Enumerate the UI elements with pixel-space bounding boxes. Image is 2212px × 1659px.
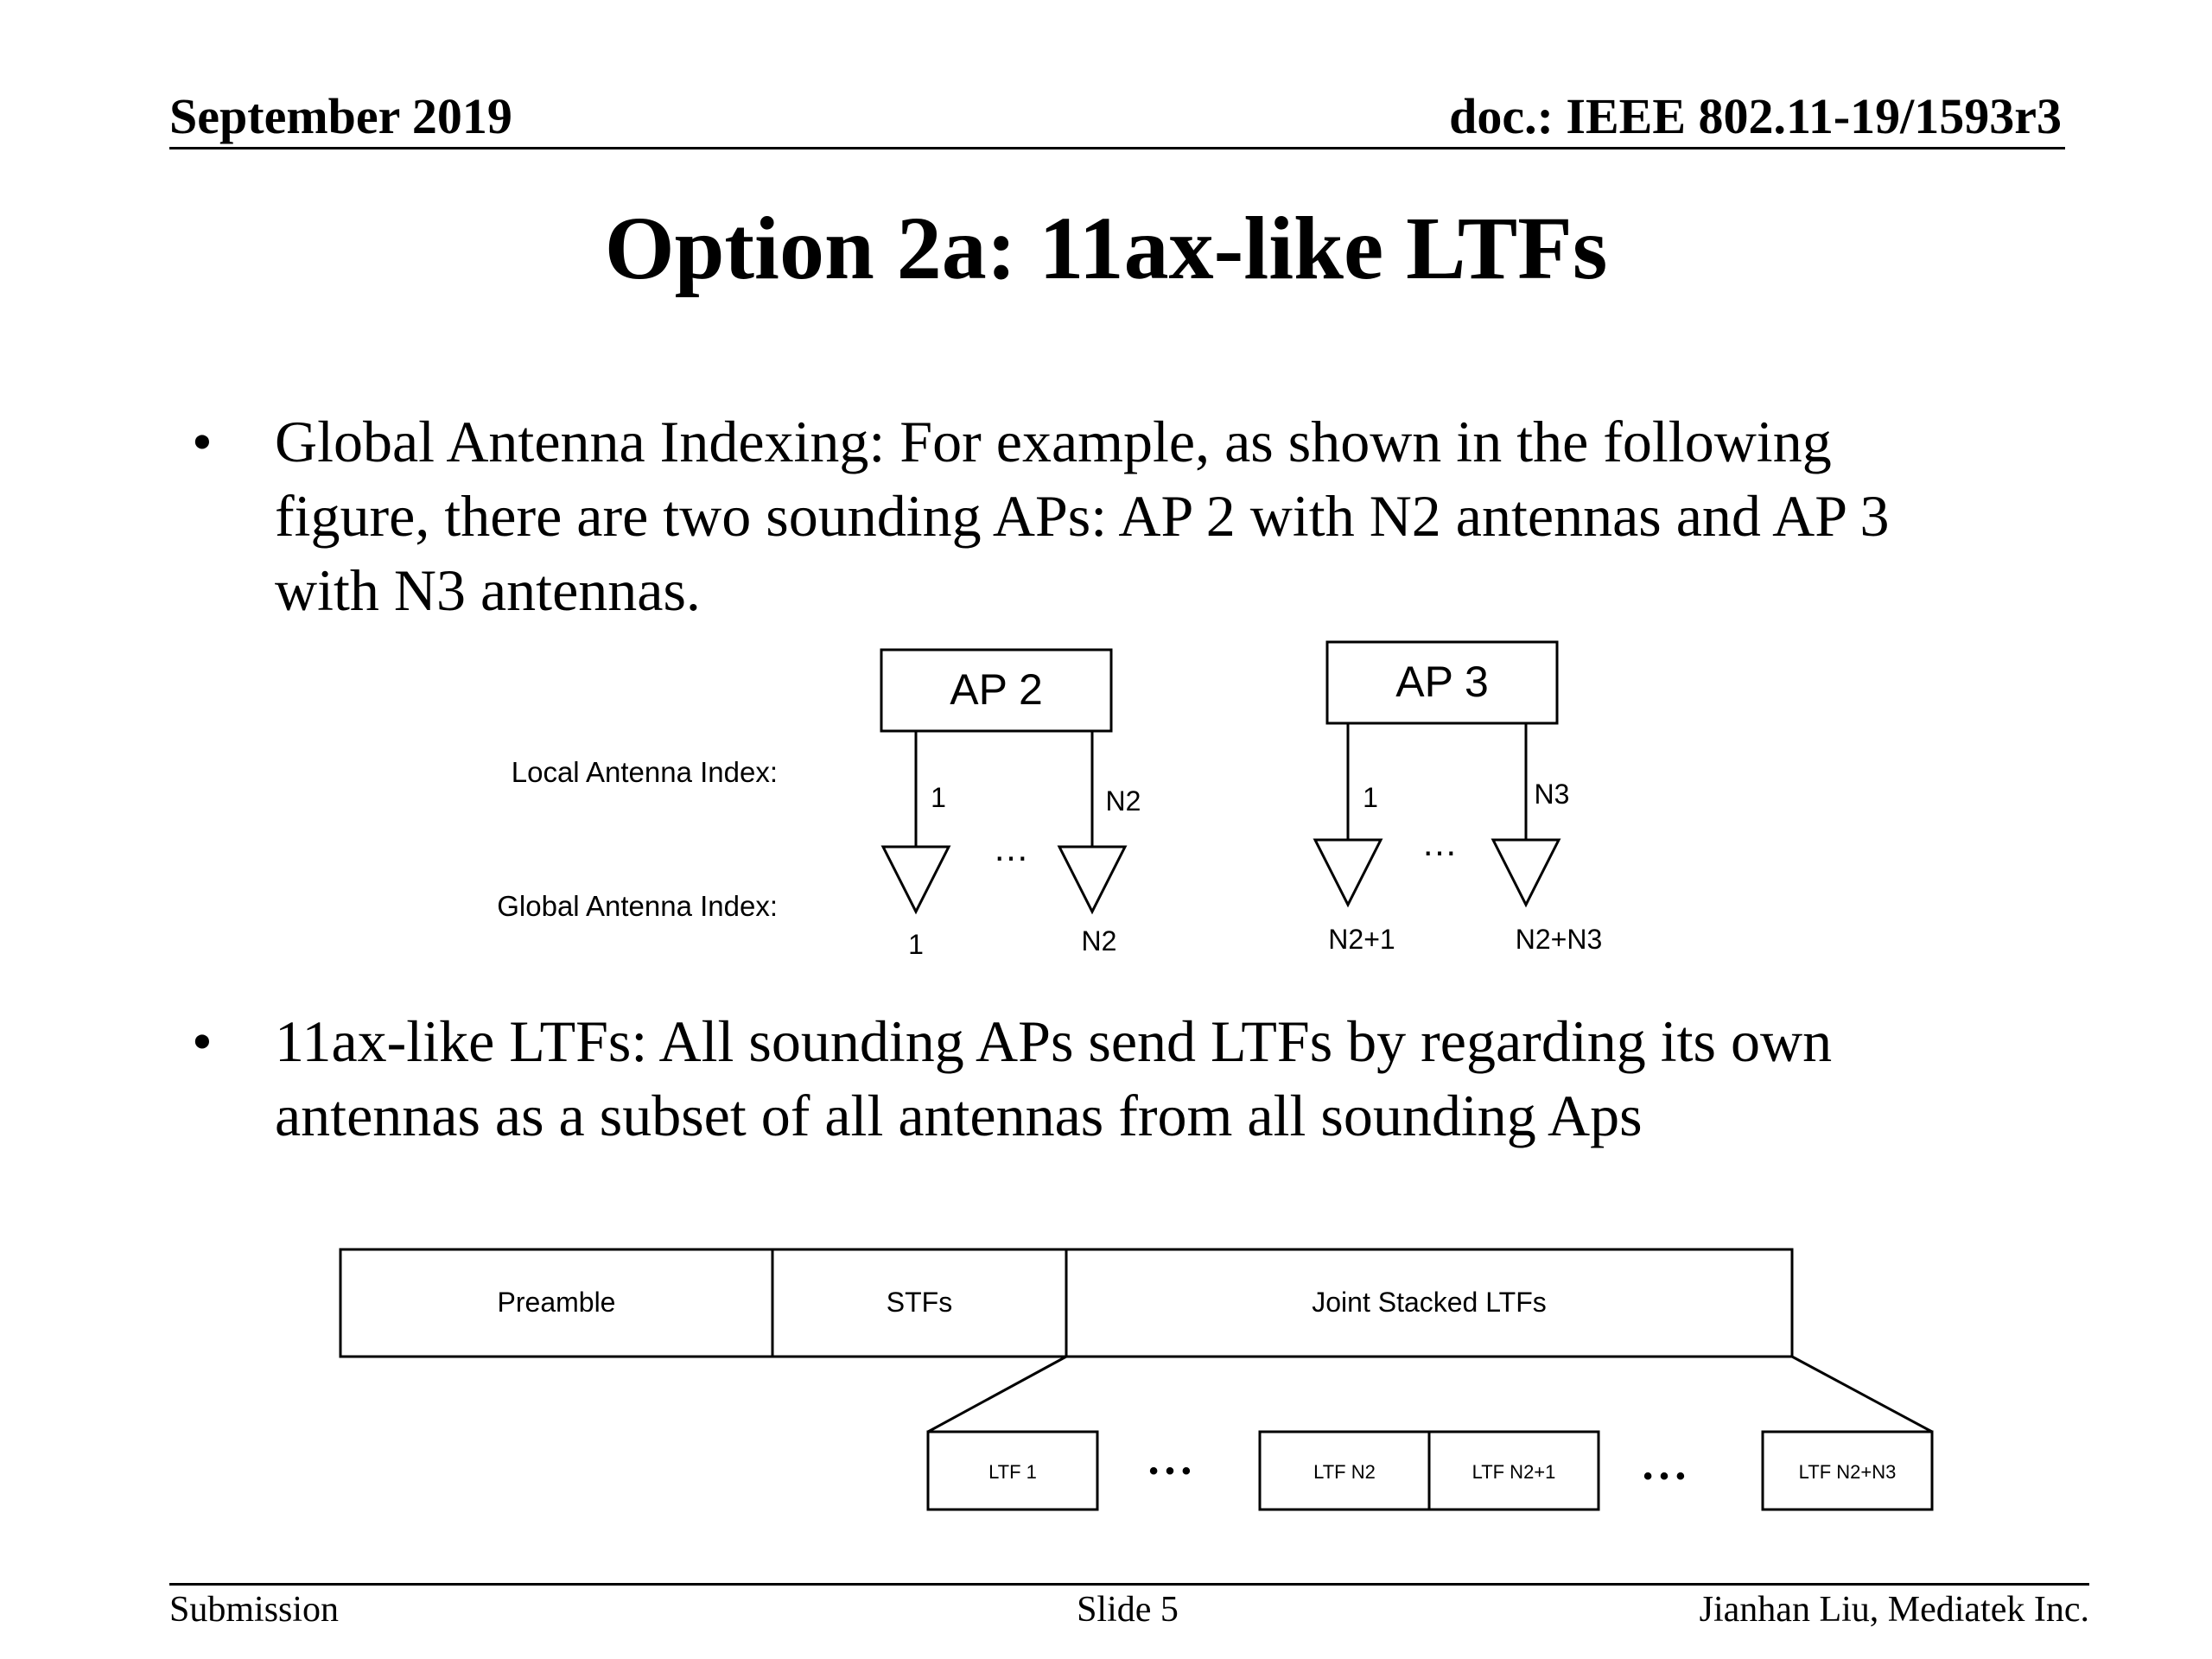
header-date: September 2019: [169, 88, 512, 144]
frame-bar: [340, 1249, 1792, 1357]
bullet-line: with N3 antennas.: [275, 557, 701, 623]
antenna-ellipsis: …: [993, 828, 1029, 868]
bullet-line: antennas as a subset of all antennas from all sounding Aps: [275, 1083, 1643, 1148]
ltf-ellipsis: • • •: [1643, 1462, 1686, 1491]
slide-title: Option 2a: 11ax-like LTFs: [604, 199, 1608, 298]
bullet-line: Global Antenna Indexing: For example, as shown in the following: [275, 409, 1832, 474]
global-antenna-index-label: Global Antenna Index:: [497, 890, 778, 922]
ltf-label: LTF N2+1: [1471, 1461, 1556, 1483]
local-index-first: 1: [931, 782, 946, 813]
footer-submission: Submission: [169, 1590, 340, 1630]
local-index-last: N2: [1105, 785, 1141, 817]
expand-line-right: [1792, 1357, 1932, 1432]
bullet-marker: •: [192, 1008, 213, 1074]
footer-author: Jianhan Liu, Mediatek Inc.: [1699, 1590, 2089, 1630]
segment-label: Joint Stacked LTFs: [1312, 1287, 1547, 1318]
segment-label: Preamble: [497, 1287, 616, 1318]
global-index-first: N2+1: [1328, 924, 1395, 955]
bullet-line: figure, there are two sounding APs: AP 2 with N2 antennas and AP 3: [275, 483, 1890, 549]
ltf-label: LTF N2+N3: [1798, 1461, 1897, 1483]
ltf-row: [928, 1432, 1932, 1510]
global-index-first: 1: [908, 929, 924, 960]
antenna-ellipsis: …: [1421, 823, 1458, 863]
expand-line-left: [928, 1357, 1066, 1432]
ap-3-label: AP 3: [1395, 658, 1489, 706]
local-antenna-index-label: Local Antenna Index:: [511, 756, 778, 788]
header-doc-id: doc.: IEEE 802.11-19/1593r3: [1449, 88, 2062, 144]
ap-2-label: AP 2: [950, 665, 1043, 714]
segment-label: STFs: [886, 1287, 953, 1318]
footer-divider: [169, 1583, 2089, 1586]
ltf-ellipsis: • • •: [1148, 1457, 1192, 1485]
ltf-label: LTF N2: [1313, 1461, 1376, 1483]
local-index-first: 1: [1363, 782, 1378, 813]
bullet-line: 11ax-like LTFs: All sounding APs send LTFs by regarding its own: [275, 1008, 1833, 1074]
global-index-last: N2+N3: [1515, 924, 1603, 955]
local-index-last: N3: [1534, 779, 1570, 810]
ltf-label: LTF 1: [988, 1461, 1037, 1483]
global-index-last: N2: [1081, 925, 1117, 957]
bullet-marker: •: [192, 409, 213, 474]
footer-slide-number: Slide 5: [1077, 1590, 1179, 1630]
